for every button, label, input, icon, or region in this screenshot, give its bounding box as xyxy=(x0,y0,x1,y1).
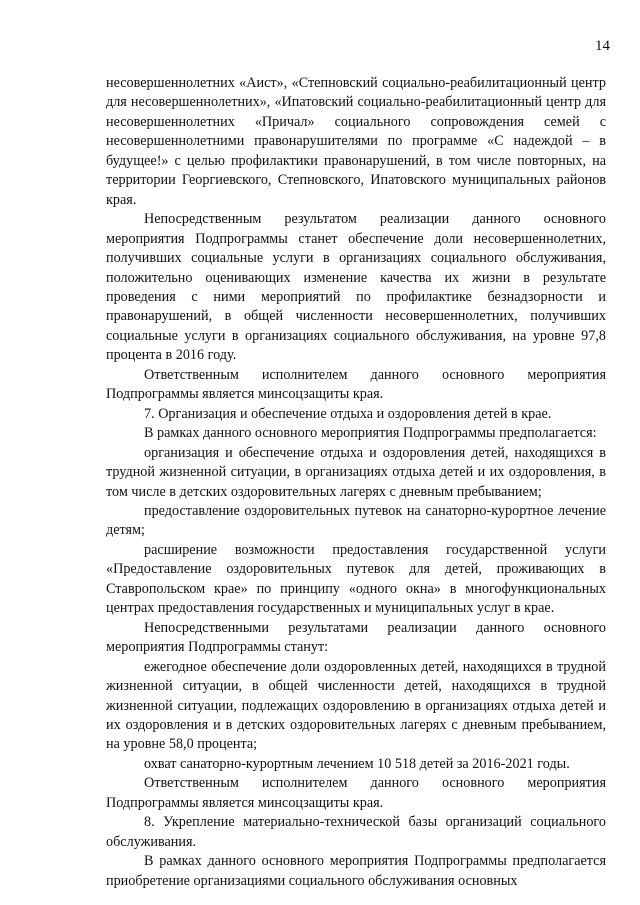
paragraph-continuation: несовершеннолетних «Аист», «Степновский социально-реабилитационный центр для несовершеннолетних», «Ипатовский социально-реабилитационный центр для несовершеннолетних «Причал» социального сопровождения семей с несовершеннолетними правонарушителями по программе «С надеждой – в будущее!» с целью профилактики правонарушений, в том числе повторных, на территории Георгиевского, Степновского, Ипатовского муниципальных районов края. xyxy=(106,75,606,208)
list-item-share-recovered: ежегодное обеспечение доли оздоровленных детей, находящихся в трудной жизненной ситуации, в общей численности детей, находящихся в трудной жизненной ситуации, подлежащих оздоровлению в организациях отдыха детей и их оздоровления и в детских оздоровительных лагерях с дневным пребыванием, на уровне 58,0 процента; xyxy=(106,658,606,753)
page-number: 14 xyxy=(595,38,610,54)
paragraph-results-intro: Непосредственными результатами реализации данного основного мероприятия Подпрограммы станут: xyxy=(106,619,606,656)
list-item-spa-coverage: охват санаторно-курортным лечением 10 518 детей за 2016-2021 годы. xyxy=(144,755,570,772)
paragraph-responsible-executor-2: Ответственным исполнителем данного основного мероприятия Подпрограммы является минсоцзащиты края. xyxy=(106,775,606,811)
paragraph-intro-7: В рамках данного основного мероприятия Подпрограммы предполагается: xyxy=(144,425,597,442)
paragraph-result-minors: Непосредственным результатом реализации данного основного мероприятия Подпрограммы станет обеспечение доли несовершеннолетних, получивших социальные услуги в организациях социального обслуживания, положительно оценивающих изменение качества их жизни в результате проведения с ними мероприятий по профилактике безнадзорности и правонарушений, в общей численности несовершеннолетних, получивших социальные услуги в организациях социального обслуживания, на уровне 97,8 процента в 2016 году. xyxy=(106,211,606,364)
list-item-one-window: расширение возможности предоставления государственной услуги «Предоставление оздоровительных путевок для детей, проживающих в Ставропольском крае» по принципу «одного окна» в многофункциональных центрах предоставления государственных и муниципальных услуг в крае. xyxy=(106,541,606,617)
section-heading-7: 7. Организация и обеспечение отдыха и оздоровления детей в крае. xyxy=(144,405,552,422)
list-item-vouchers: предоставление оздоровительных путевок на санаторно-курортное лечение детям; xyxy=(106,502,606,539)
section-heading-8: 8. Укрепление материально-технической базы организаций социального обслуживания. xyxy=(106,814,606,850)
list-item-organization: организация и обеспечение отдыха и оздоровления детей, находящихся в трудной жизненной ситуации, в организациях отдыха детей и их оздоровления, в том числе в детских оздоровительных лагерях с дневным пребыванием; xyxy=(106,444,606,500)
paragraph-responsible-executor: Ответственным исполнителем данного основного мероприятия Подпрограммы является минсоцзащиты края. xyxy=(106,366,606,403)
paragraph-intro-8: В рамках данного основного мероприятия Подпрограммы предполагается приобретение организациями социального обслуживания основных xyxy=(106,853,606,889)
document-body xyxy=(106,74,606,891)
